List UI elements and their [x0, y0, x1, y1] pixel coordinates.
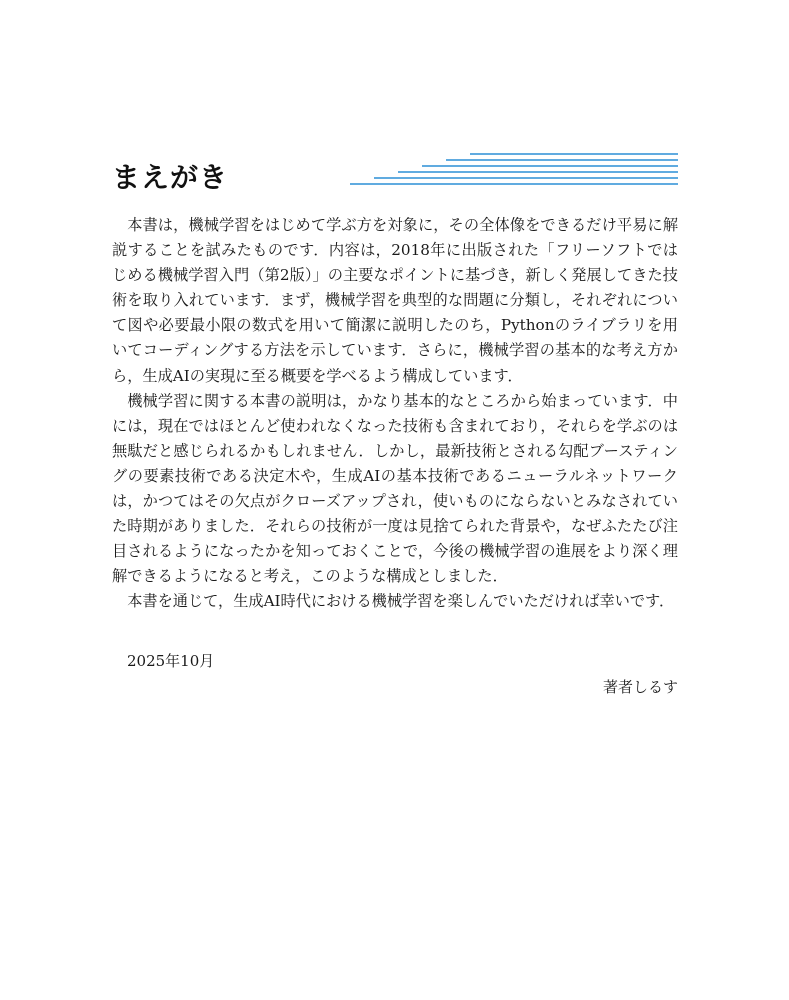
paragraph-3: 本書を通じて，生成AI時代における機械学習を楽しんでいただければ幸いです．: [127, 592, 675, 611]
paragraph-2: 機械学習に関する本書の説明は，かなり基本的なところから始まっています．中には，現在ではほとんど使われなくなった技術も含まれており，それらを学ぶのは無駄だと感じられるかもしれません．しかし，最新技術とされる勾配ブースティングの要素技術である決定木や，生成AIの基本技術であるニューラルネットワークは，かつてはその欠点がクローズアップされ，使いものにならないとみなされていた時期がありました．それらの技術が一度は見捨てられた背景や，なぜふたたび注目されるようになったかを知っておくことで，今後の機械学習の進展をより深く理解できるようになると考え，このような構成としました．: [112, 391, 678, 586]
heading-decoration-lines: [348, 152, 678, 188]
chapter-heading: [112, 148, 678, 196]
date: 2025年10月: [127, 652, 215, 670]
heading-title: まえがき: [112, 161, 229, 194]
author-signature: 著者しるす: [602, 678, 678, 696]
paragraph-1: 本書は，機械学習をはじめて学ぶ方を対象に，その全体像をできるだけ平易に解説することを試みたものです．内容は，2018年に出版された「フリーソフトではじめる機械学習入門（第2版）」の主要なポイントに基づき，新しく発展してきた技術を取り入れています．まず，機械学習を典型的な問題に分類し，それぞれについて図や必要最小限の数式を用いて簡潔に説明したのち，Pythonのライブラリを用いてコーディングする方法を示しています．さらに，機械学習の基本的な考え方から，生成AIの実現に至る概要を学べるよう構成しています．: [112, 216, 678, 385]
preface-body: [112, 213, 678, 615]
